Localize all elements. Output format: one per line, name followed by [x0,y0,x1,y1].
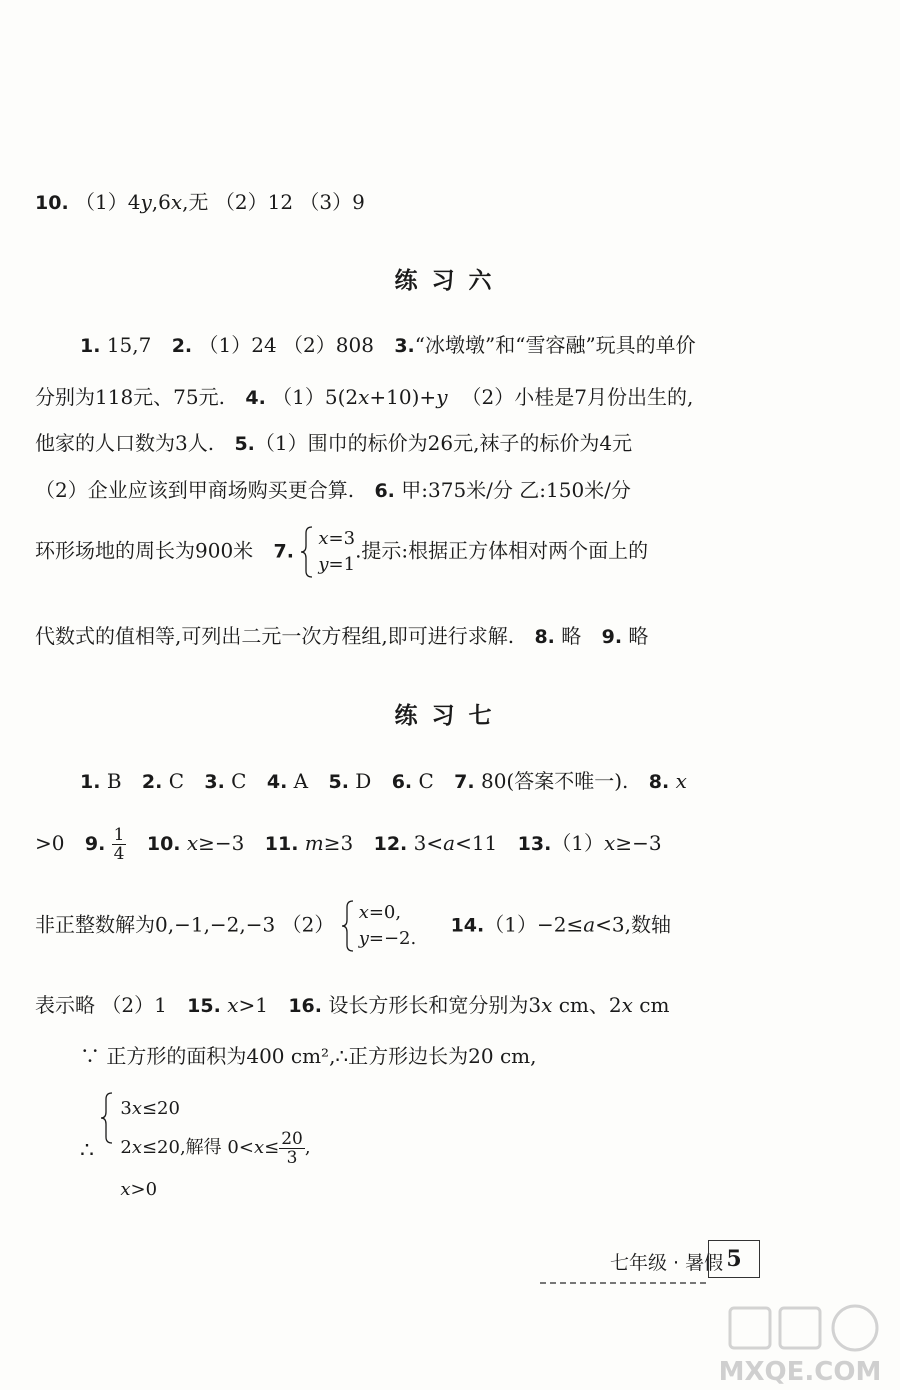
question-number: 7. [454,771,475,793]
answer-text: 环形场地的周长为900米 [35,538,254,563]
math-var: x [131,1137,142,1158]
math-var: a [583,912,596,937]
answer-text: .提示:根据正方体相对两个面上的 [355,538,649,563]
equation-text: 3 [120,1098,132,1119]
question-number: 7. [273,540,294,563]
page-number: 5 [708,1240,760,1278]
section-heading-6: 练习六 [394,268,506,294]
math-var: a [443,831,456,855]
question-number: 13. [517,833,552,855]
answer-text: 3< [413,831,444,855]
answer-text: “冰墩墩”和“雪容融”玩具的单价 [414,333,696,357]
answer-text: （1）5(2 [272,385,359,409]
inequality-row [120,1092,310,1126]
answer-line [35,622,648,651]
answer-text: <3,数轴 [595,912,671,937]
equation-text: =3 [328,528,356,549]
left-brace-icon [341,900,355,952]
question-number: 2. [171,335,193,357]
math-var: y [140,190,152,214]
answer-text: 表示略 （2）1 [35,993,167,1017]
equation-row [359,926,417,952]
answer-text: （1）−2≤ [484,912,584,937]
answer-line [35,900,671,952]
answer-text: （2）小桂是7月份出生的, [461,385,694,409]
answer-line [80,331,696,360]
answer-text: 分别为118元、75元. [35,385,225,409]
question-number: 5. [234,433,255,455]
answer-text: 非正整数解为0,−1,−2,−3 （2） [35,912,335,937]
equation-text: ≤20 [141,1098,180,1119]
question-number: 4. [266,771,288,793]
question-number: 2. [141,771,163,793]
answer-text: ≥3 [323,831,354,855]
math-var: x [541,993,553,1017]
footer-divider [540,1282,706,1284]
answer-line [35,526,648,578]
fraction-denominator: 3 [286,1147,298,1168]
question-number: 3. [394,335,415,357]
answer-text: （1） [551,831,605,855]
answer-text: 他家的人口数为3人. [35,431,215,455]
equation-system [341,900,417,952]
equation-text: ≤20,解得 0< [141,1137,254,1158]
answer-line [80,1092,311,1210]
answer-text: D [355,769,372,793]
answer-text: C [168,769,184,793]
answer-text: （1）4 [75,190,141,214]
answer-text: A [293,769,309,793]
answer-line [80,1042,536,1070]
answer-text: （2）企业应该到甲商场购买更合算. [35,478,355,502]
inequality-system [100,1092,310,1210]
question-number: 8. [534,626,555,648]
question-number: 1. [80,335,101,357]
math-var: x [621,993,633,1017]
answer-text: +10)+ [369,385,437,409]
question-number: 1. [80,771,101,793]
math-var: x [131,1098,142,1119]
question-number: 6. [374,480,395,502]
math-var: x [186,831,199,855]
question-number: 4. [245,387,266,409]
grade-label: 七年级 · 暑假 [610,1252,724,1274]
fraction [112,826,127,863]
answer-line [35,826,662,863]
answer-text: >0 [35,831,65,855]
answer-text: 略 [561,624,582,648]
answer-text: <11 [455,831,498,855]
equation-row [359,900,417,926]
answer-text: ≥−3 [198,831,245,855]
math-var: y [318,554,329,575]
answer-text: ,无 （2）12 （3）9 [182,190,365,214]
inequality-row [120,1170,310,1210]
answer-text: 设长方形长和宽分别为3 [328,993,542,1017]
math-var: x [358,902,369,923]
fraction-denominator: 4 [113,844,125,864]
math-var: m [304,831,324,855]
question-number: 8. [648,771,670,793]
equation-text: =1 [328,554,356,575]
equation-text: >0 [130,1179,158,1200]
question-number: 9. [601,626,623,648]
question-number: 9. [84,833,106,855]
answer-line [35,991,669,1020]
equation-text: ≤ [264,1137,280,1158]
math-var: x [318,528,329,549]
math-var: y [358,928,369,949]
question-number: 6. [391,771,413,793]
math-var: x [253,1137,265,1158]
inequality-row [120,1126,310,1170]
left-brace-icon [300,526,314,578]
answer-text: 代数式的值相等,可列出二元一次方程组,即可进行求解. [35,624,515,648]
answer-text: C [418,769,434,793]
fraction [279,1130,305,1167]
question-number: 16. [288,995,322,1017]
question-number: 3. [204,771,225,793]
section-heading-7: 练习七 [394,703,506,729]
equation-row [318,526,355,552]
fraction-numerator: 1 [113,825,125,845]
fraction-numerator: 20 [281,1128,303,1149]
answer-text: 80(答案不唯一). [480,769,629,793]
watermark-text: MXQE.COM [718,1357,882,1387]
left-brace-icon [100,1092,114,1144]
question-number: 11. [264,833,299,855]
question-number: 10. [35,192,69,214]
question-number: 10. [146,833,181,855]
answer-text: ∵ 正方形的面积为400 cm²,∴正方形边长为20 cm, [80,1044,537,1068]
question-number: 15. [187,995,221,1017]
equation-text: , [304,1137,311,1158]
answer-line [35,476,631,505]
question-number: 5. [328,771,349,793]
math-var: x [675,769,687,793]
math-var: x [170,190,183,214]
answer-text: 略 [628,624,649,648]
equation-text: =0, [368,902,402,923]
answer-text: （1）24 （2）808 [198,333,374,357]
answer-text: （1）围巾的标价为26元,袜子的标价为4元 [254,431,633,455]
answer-text: >1 [238,993,268,1017]
question-number: 14. [450,914,485,937]
answer-text: cm [632,993,670,1017]
answer-line-10 [35,188,365,217]
math-var: y [436,385,448,409]
math-var: x [120,1179,131,1200]
math-var: x [227,993,239,1017]
answer-line [35,383,693,412]
answer-text: 甲:375米/分 乙:150米/分 [401,478,631,502]
math-var: x [358,385,370,409]
answer-text: B [106,769,122,793]
answer-text: 15,7 [106,333,152,357]
answer-line [80,767,687,796]
answer-text: C [231,769,247,793]
equation-row [318,552,355,578]
math-var: x [604,831,616,855]
question-number: 12. [373,833,408,855]
equation-system [300,526,355,578]
therefore-symbol: ∴ [80,1138,94,1164]
answer-line [35,429,632,458]
answer-text: cm、2 [552,993,622,1017]
equation-text: 2 [120,1137,132,1158]
watermark-logo [700,1300,900,1390]
answer-text: ≥−3 [615,831,662,855]
equation-text: =−2. [368,928,417,949]
answer-text: ,6 [151,190,171,214]
